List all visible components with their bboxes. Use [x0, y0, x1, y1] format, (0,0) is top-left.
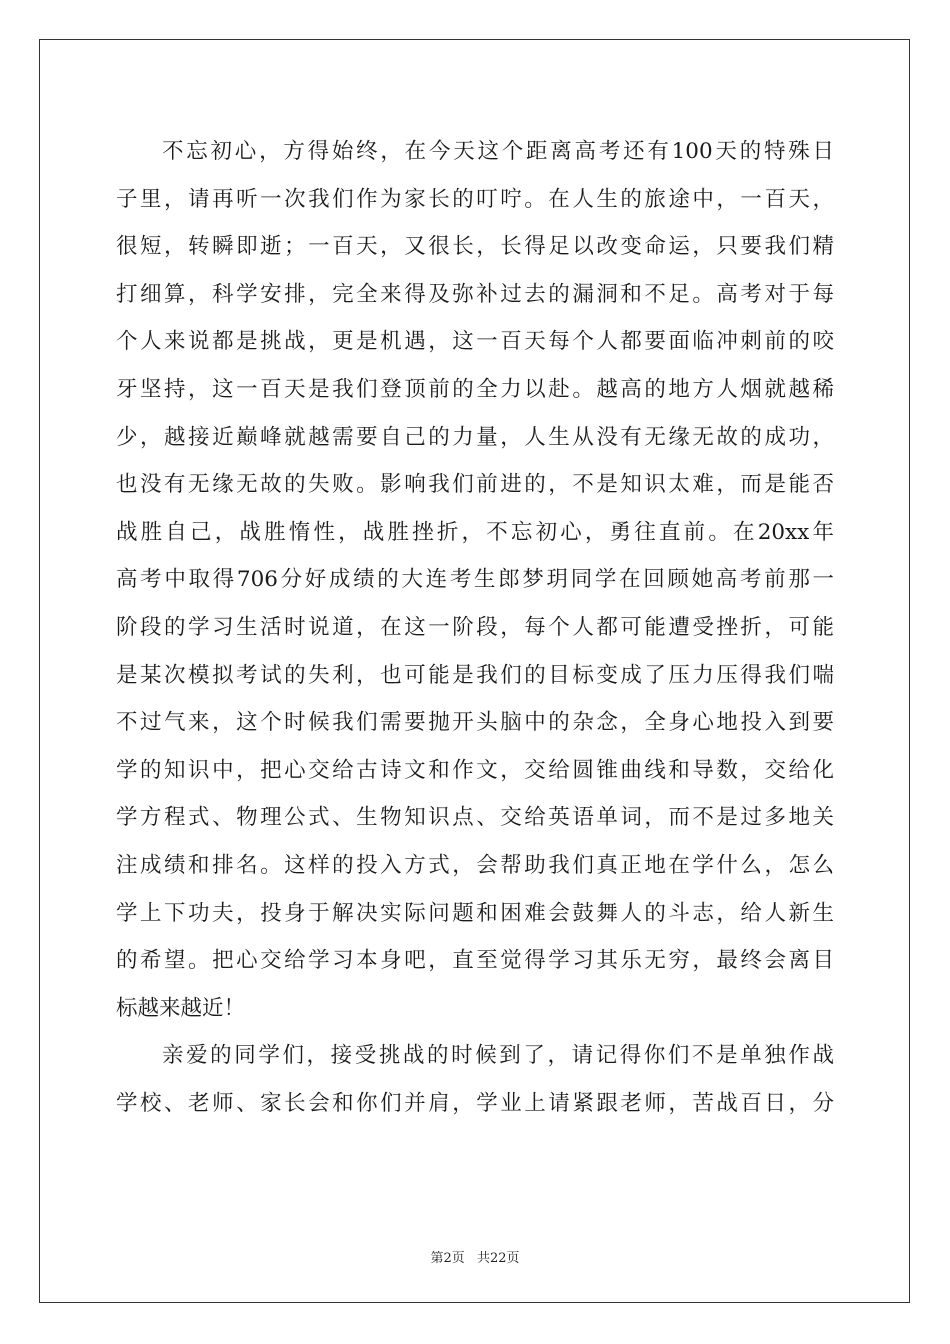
paragraph-1-line-17: 学上下功夫，投身于解决实际问题和困难会鼓舞人的斗志，给人新生 — [116, 900, 834, 926]
paragraph-1-line-4: 打细算，科学安排，完全来得及弥补过去的漏洞和不足。高考对于每 — [116, 281, 834, 307]
page-number: 第2页 — [430, 1251, 465, 1266]
paragraph-1-line-3: 很短，转瞬即逝；一百天，又很长，长得足以改变命运，只要我们精 — [116, 234, 834, 260]
paragraph-1-line-14: 学的知识中，把心交给古诗文和作文，交给圆锥曲线和导数，交给化 — [116, 757, 834, 783]
paragraph-1-line-18: 的希望。把心交给学习本身吧，直至觉得学习其乐无穷，最终会离目 — [116, 948, 834, 974]
paragraph-1-line-6: 牙坚持，这一百天是我们登顶前的全力以赴。越高的地方人烟就越稀 — [116, 376, 834, 402]
paragraph-1-line-9: 战胜自己，战胜惰性，战胜挫折，不忘初心，勇往直前。在20xx年 — [116, 519, 834, 545]
page-total: 共22页 — [476, 1251, 520, 1266]
paragraph-2-line-1: 亲爱的同学们，接受挑战的时候到了，请记得你们不是单独作战 — [162, 1043, 834, 1069]
paragraph-1-line-1: 不忘初心，方得始终，在今天这个距离高考还有100天的特殊日 — [162, 139, 834, 164]
paragraph-2-line-2: 学校、老师、家长会和你们并肩，学业上请紧跟老师，苦战百日，分 — [116, 1090, 834, 1116]
paragraph-1-line-10: 高考中取得706分好成绩的大连考生郎梦玥同学在回顾她高考前那一 — [116, 567, 834, 593]
document-body — [116, 128, 834, 1127]
paragraph-1-line-2: 子里，请再听一次我们作为家长的叮咛。在人生的旅途中，一百天， — [116, 186, 834, 212]
paragraph-1-line-8: 也没有无缘无故的失败。影响我们前进的，不是知识太难，而是能否 — [116, 472, 834, 498]
paragraph-1-line-15: 学方程式、物理公式、生物知识点、交给英语单词，而不是过多地关 — [116, 805, 834, 831]
paragraph-1-line-5: 个人来说都是挑战，更是机遇，这一百天每个人都要面临冲刺前的咬 — [116, 329, 834, 355]
paragraph-1-line-7: 少，越接近巅峰就越需要自己的力量，人生从没有无缘无故的成功， — [116, 424, 834, 450]
paragraph-1-line-11: 阶段的学习生活时说道，在这一阶段，每个人都可能遭受挫折，可能 — [116, 614, 834, 640]
paragraph-1-line-12: 是某次模拟考试的失利，也可能是我们的目标变成了压力压得我们喘 — [116, 662, 834, 688]
paragraph-1-line-13: 不过气来，这个时候我们需要抛开头脑中的杂念，全身心地投入到要 — [116, 710, 834, 736]
paragraph-1-line-19: 标越来越近！ — [116, 995, 246, 1021]
page-footer — [0, 1247, 950, 1266]
paragraph-1-line-16: 注成绩和排名。这样的投入方式，会帮助我们真正地在学什么，怎么 — [116, 852, 834, 878]
